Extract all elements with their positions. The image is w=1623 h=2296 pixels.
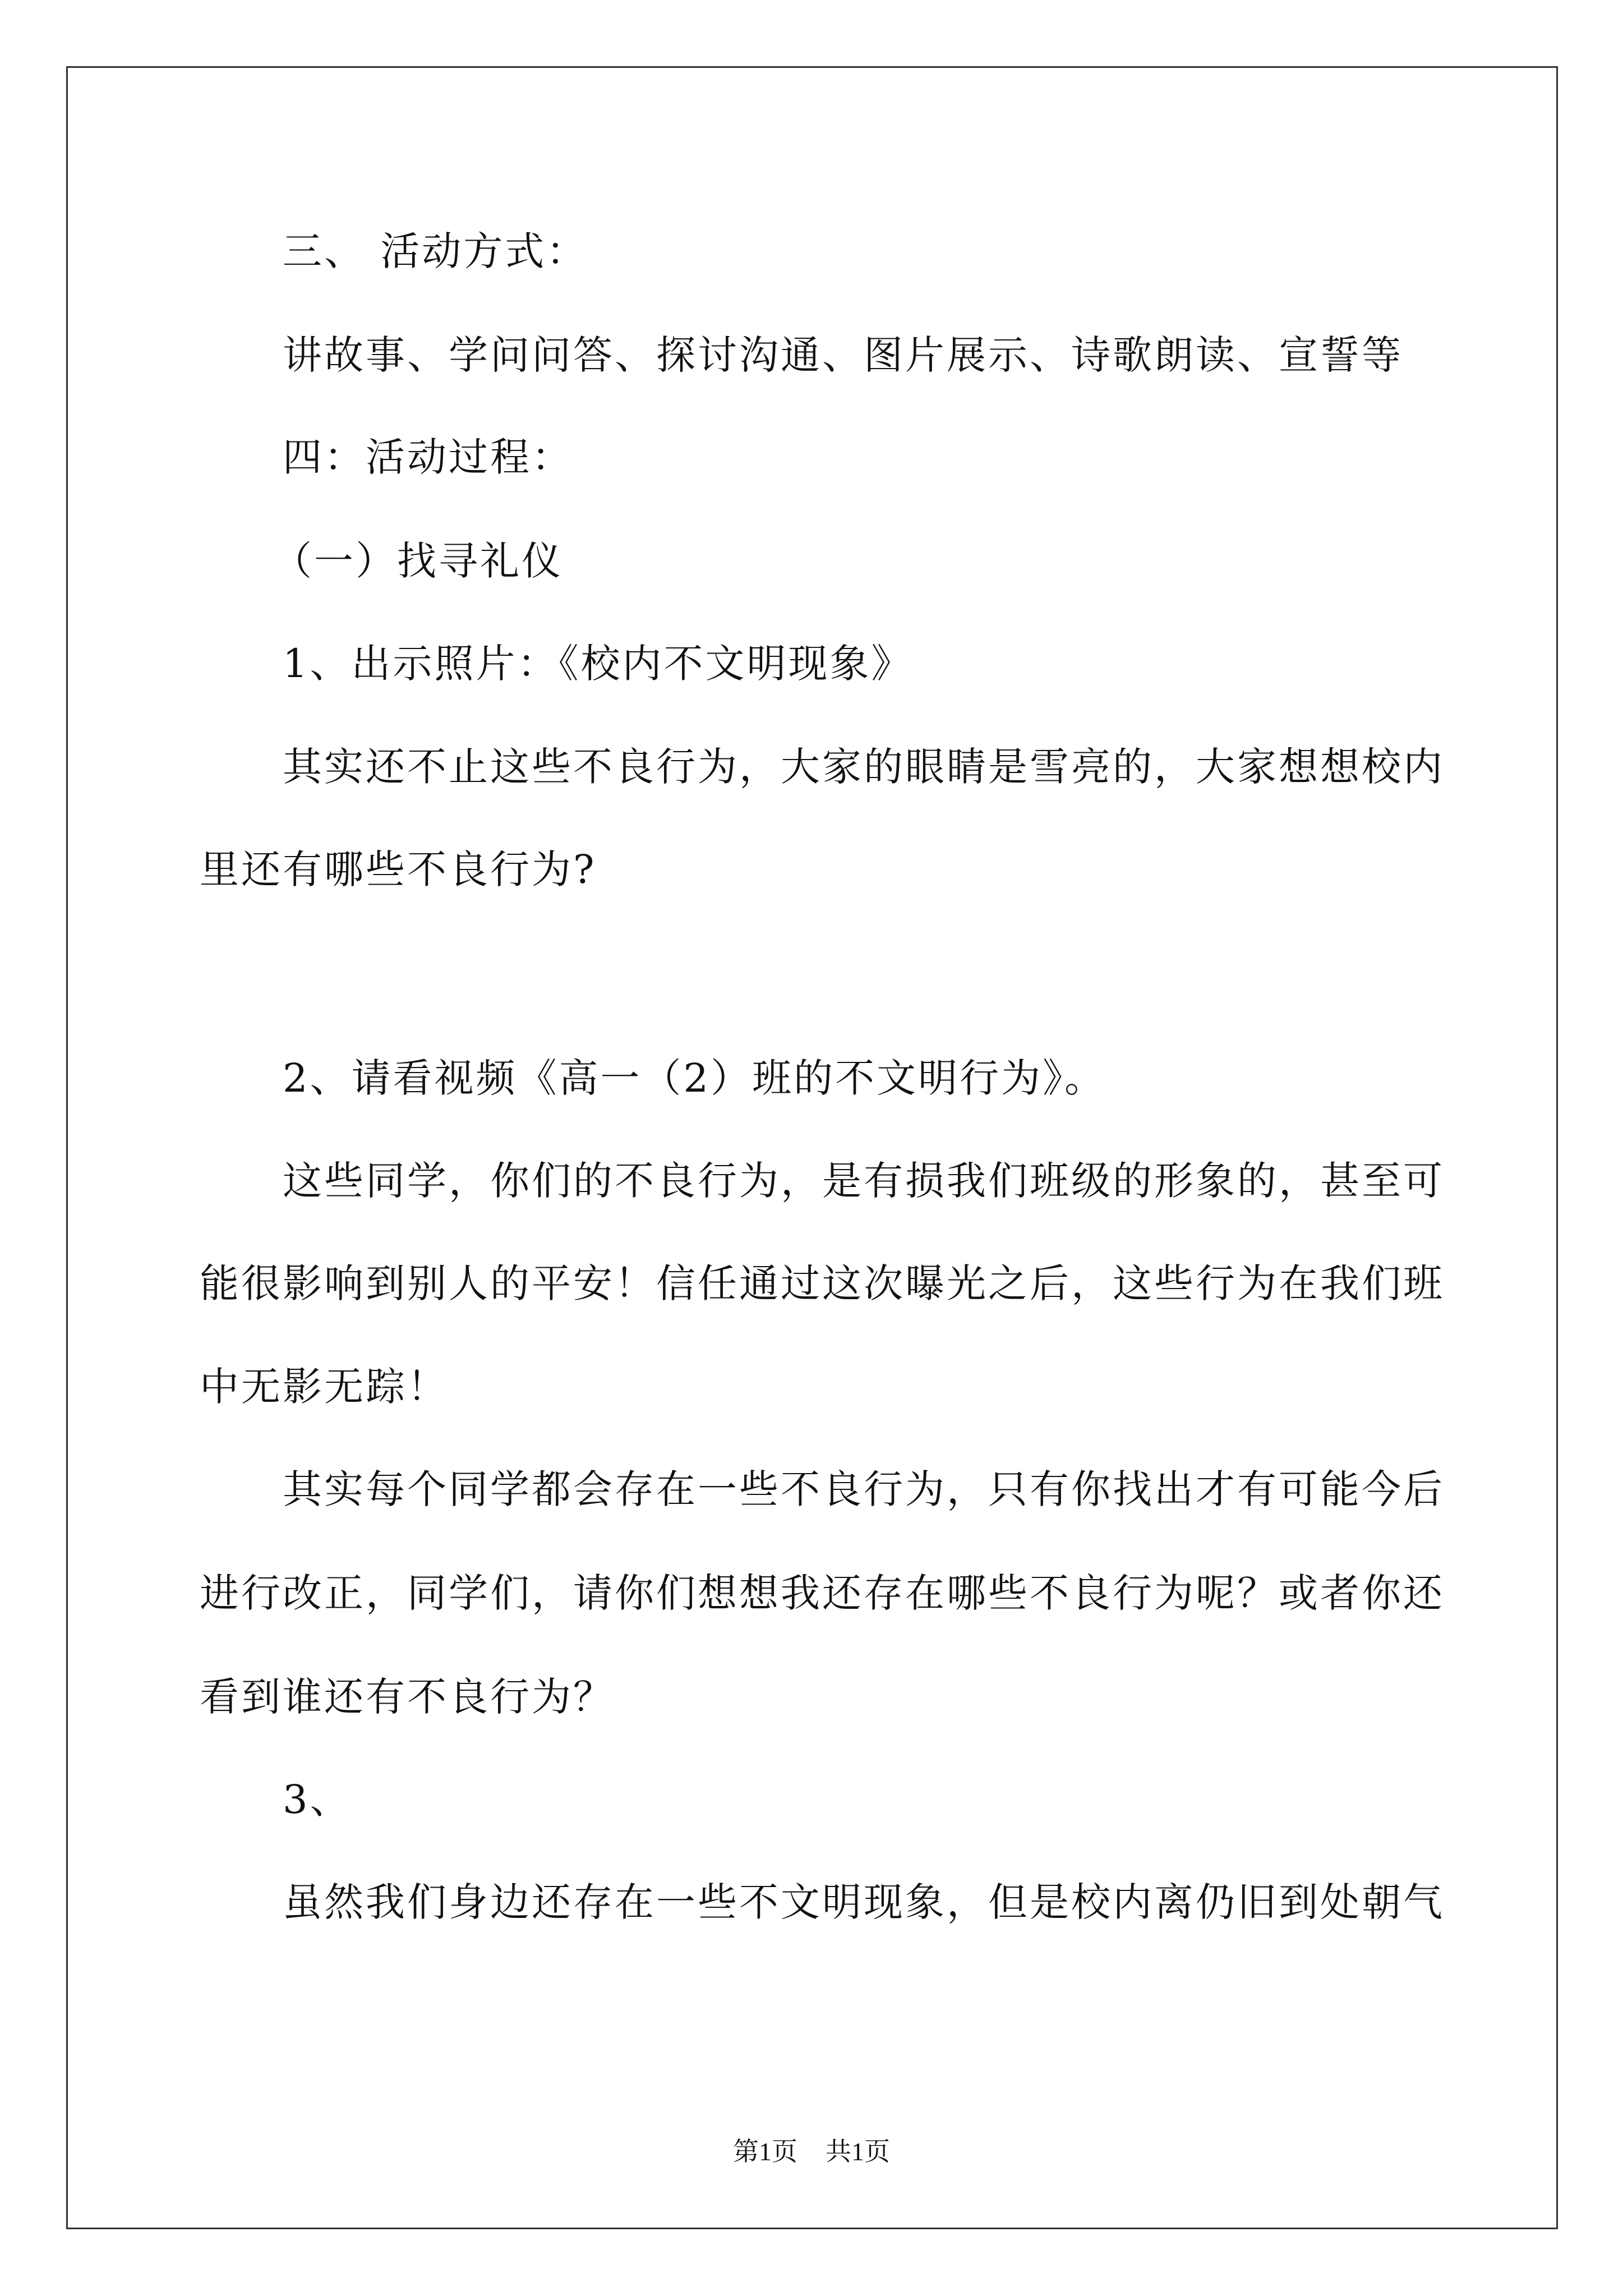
page-footer [0,2136,1623,2168]
paragraph-line: 其实还不止这些不良行为，大家的眼睛是雪亮的，大家想想校内 [283,744,1445,790]
section-heading-activity-process: 四：活动过程： [283,434,573,480]
paragraph-line: 其实每个同学都会存在一些不良行为，只有你找出才有可能今后 [283,1466,1445,1512]
paragraph-line: 进行改正，同学们，请你们想想我还存在哪些不良行为呢？或者你还 [200,1570,1445,1616]
page-number: 第1页 [733,2137,797,2166]
page-total: 共1页 [826,2137,890,2166]
paragraph-line: 中无影无踪！ [200,1364,449,1410]
subsection-heading-find-etiquette: （一）找寻礼仪 [273,538,563,584]
paragraph-line: 看到谁还有不良行为？ [200,1674,615,1720]
paragraph-line: 虽然我们身边还存在一些不文明现象，但是校内离仍旧到处朝气 [283,1879,1445,1925]
paragraph-line: 这些同学，你们的不良行为，是有损我们班级的形象的，甚至可 [283,1158,1445,1204]
paragraph-line: 里还有哪些不良行为? [200,846,597,892]
step-3-text: 3、 [283,1777,352,1823]
step-1-text: 1、出示照片：《校内不文明现象》 [283,641,913,687]
paragraph-line: 能很影响到别人的平安！信任通过这次曝光之后，这些行为在我们班 [200,1260,1445,1306]
section-heading-activity-method: 三、 活动方式： [283,228,588,274]
step-2-text: 2、请看视频《高一（2）班的不文明行为》。 [283,1055,1106,1101]
activity-method-text: 讲故事、学问问答、探讨沟通、图片展示、诗歌朗读、宣誓等 [283,332,1403,378]
